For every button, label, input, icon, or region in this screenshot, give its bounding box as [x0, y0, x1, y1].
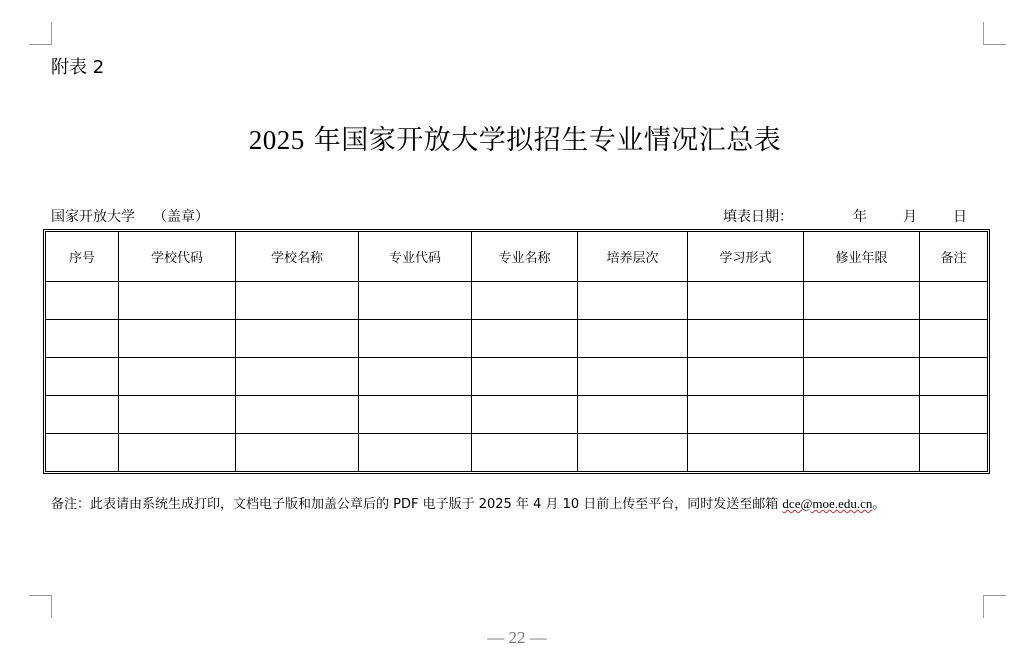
crop-mark-bottom-left: [29, 595, 52, 618]
table-cell: [236, 320, 359, 358]
table-cell: [359, 358, 472, 396]
crop-mark-top-left: [29, 22, 52, 45]
table-cell: [236, 358, 359, 396]
header-cell-major-code: 专业代码: [359, 232, 472, 282]
table-row: [46, 358, 988, 396]
footnote-email: dce@moe.edu.cn: [782, 496, 873, 511]
table-cell: [359, 396, 472, 434]
header-cell-school-code: 学校代码: [119, 232, 236, 282]
table-cell: [578, 358, 688, 396]
table-cell: [46, 282, 119, 320]
table-cell: [804, 358, 920, 396]
table-cell: [688, 358, 804, 396]
footnote: [51, 493, 885, 512]
document-title: [0, 118, 1018, 157]
school-name: 国家开放大学: [51, 209, 135, 225]
header-cell-remarks: 备注: [920, 232, 988, 282]
table-cell: [920, 320, 988, 358]
table-cell: [920, 396, 988, 434]
table-cell: [578, 396, 688, 434]
table-cell: [578, 282, 688, 320]
table-cell: [119, 282, 236, 320]
footnote-end: 。: [872, 497, 886, 512]
page-number: — 22 —: [487, 628, 547, 647]
school-line: [51, 206, 209, 226]
table-cell: [46, 434, 119, 472]
table-body: [46, 232, 988, 472]
table-header-row: [46, 232, 988, 282]
table-cell: [46, 320, 119, 358]
table-cell: [472, 282, 578, 320]
table-cell: [236, 282, 359, 320]
table-cell: [472, 320, 578, 358]
table-cell: [578, 320, 688, 358]
table-cell: [804, 396, 920, 434]
table-cell: [472, 358, 578, 396]
header-cell-school-name: 学校名称: [236, 232, 359, 282]
table-cell: [804, 320, 920, 358]
fill-date: [723, 206, 967, 226]
table-cell: [920, 358, 988, 396]
table-row: [46, 396, 988, 434]
table-row: [46, 320, 988, 358]
fill-date-label: 填表日期：: [723, 209, 793, 225]
crop-mark-bottom-right: [983, 595, 1006, 618]
table-cell: [46, 396, 119, 434]
table-cell: [804, 434, 920, 472]
table-row: [46, 282, 988, 320]
header-cell-duration: 修业年限: [804, 232, 920, 282]
table-cell: [119, 434, 236, 472]
table-row: [46, 434, 988, 472]
fill-date-month: 月: [903, 209, 917, 225]
fill-date-day: 日: [953, 209, 967, 225]
table-cell: [119, 396, 236, 434]
table-cell: [472, 396, 578, 434]
seal-label: （盖章）: [153, 209, 209, 225]
table-cell: [119, 320, 236, 358]
table-cell: [359, 282, 472, 320]
title-year: 2025: [248, 125, 305, 155]
table-cell: [578, 434, 688, 472]
crop-mark-top-right: [983, 22, 1006, 45]
table-cell: [688, 282, 804, 320]
table-cell: [119, 358, 236, 396]
table-cell: [688, 320, 804, 358]
footnote-text: 备注：此表请由系统生成打印，文档电子版和加盖公章后的 PDF 电子版于 2025 年 4 月 10 日前上传至平台，同时发送至邮箱: [51, 497, 783, 512]
table-cell: [359, 434, 472, 472]
header-cell-study-mode: 学习形式: [688, 232, 804, 282]
table-cell: [472, 434, 578, 472]
header-cell-index: 序号: [46, 232, 119, 282]
header-cell-major-name: 专业名称: [472, 232, 578, 282]
table-cell: [46, 358, 119, 396]
table-cell: [920, 282, 988, 320]
summary-table: [43, 229, 990, 474]
table-cell: [359, 320, 472, 358]
table-cell: [688, 396, 804, 434]
fill-date-year: 年: [853, 209, 867, 225]
table-cell: [920, 434, 988, 472]
header-cell-level: 培养层次: [578, 232, 688, 282]
title-text: 年国家开放大学拟招生专业情况汇总表: [304, 125, 782, 156]
table-cell: [688, 434, 804, 472]
table-cell: [236, 396, 359, 434]
appendix-label: 附表 2: [51, 57, 105, 78]
table-cell: [236, 434, 359, 472]
table-cell: [804, 282, 920, 320]
